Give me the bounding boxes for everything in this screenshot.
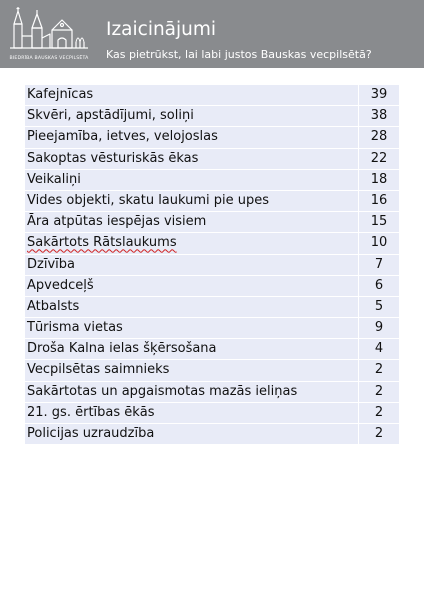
row-label: Sakoptas vēsturiskās ēkas <box>25 149 359 170</box>
row-label: Policijas uzraudzība <box>25 424 359 445</box>
table-row <box>25 170 399 191</box>
table-row <box>25 149 399 170</box>
row-label: Āra atpūtas iespējas visiem <box>25 212 359 233</box>
table-row <box>25 85 399 106</box>
row-count: 16 <box>359 191 399 212</box>
table-row <box>25 233 399 254</box>
row-label <box>25 233 359 254</box>
page-subtitle: Kas pietrūkst, lai labi justos Bauskas vecpilsētā? <box>106 48 372 61</box>
row-label: Dzīvība <box>25 255 359 276</box>
table-row <box>25 191 399 212</box>
row-count: 4 <box>359 339 399 360</box>
row-count: 6 <box>359 276 399 297</box>
table-row <box>25 403 399 424</box>
row-count: 7 <box>359 255 399 276</box>
logo-caption: BIEDRĪBA BAUSKAS VECPILSĒTA <box>9 56 89 61</box>
row-count: 2 <box>359 382 399 403</box>
table-row <box>25 297 399 318</box>
table-row <box>25 360 399 381</box>
row-count: 2 <box>359 424 399 445</box>
bauska-old-town-logo <box>8 6 90 64</box>
row-count: 15 <box>359 212 399 233</box>
table-row <box>25 424 399 445</box>
row-label: Apvedceļš <box>25 276 359 297</box>
row-count: 2 <box>359 403 399 424</box>
row-count: 10 <box>359 233 399 254</box>
row-count: 18 <box>359 170 399 191</box>
row-count: 28 <box>359 127 399 148</box>
church-towers-icon <box>8 6 90 56</box>
table-row <box>25 339 399 360</box>
row-label: Pieejamība, ietves, velojoslas <box>25 127 359 148</box>
row-label: Tūrisma vietas <box>25 318 359 339</box>
row-count: 39 <box>359 85 399 106</box>
page-title: Izaicinājumi <box>106 19 217 40</box>
row-label: Vides objekti, skatu laukumi pie upes <box>25 191 359 212</box>
table-row <box>25 255 399 276</box>
row-label: Atbalsts <box>25 297 359 318</box>
row-label: Skvēri, apstādījumi, soliņi <box>25 106 359 127</box>
table-row <box>25 382 399 403</box>
table-row <box>25 127 399 148</box>
row-label: Veikaliņi <box>25 170 359 191</box>
table-row <box>25 212 399 233</box>
row-label: Kafejnīcas <box>25 85 359 106</box>
header-banner <box>0 0 424 68</box>
row-count: 5 <box>359 297 399 318</box>
row-label: Sakārtotas un apgaismotas mazās ieliņas <box>25 382 359 403</box>
table-row <box>25 106 399 127</box>
row-count: 22 <box>359 149 399 170</box>
row-count: 9 <box>359 318 399 339</box>
row-count: 2 <box>359 360 399 381</box>
table-row <box>25 276 399 297</box>
row-label: Droša Kalna ielas šķērsošana <box>25 339 359 360</box>
row-count: 38 <box>359 106 399 127</box>
row-label: 21. gs. ērtības ēkās <box>25 403 359 424</box>
table-row <box>25 318 399 339</box>
row-label-text: Sakārtots Rātslaukums <box>27 235 177 251</box>
row-label: Vecpilsētas saimnieks <box>25 360 359 381</box>
challenges-table <box>25 85 399 445</box>
